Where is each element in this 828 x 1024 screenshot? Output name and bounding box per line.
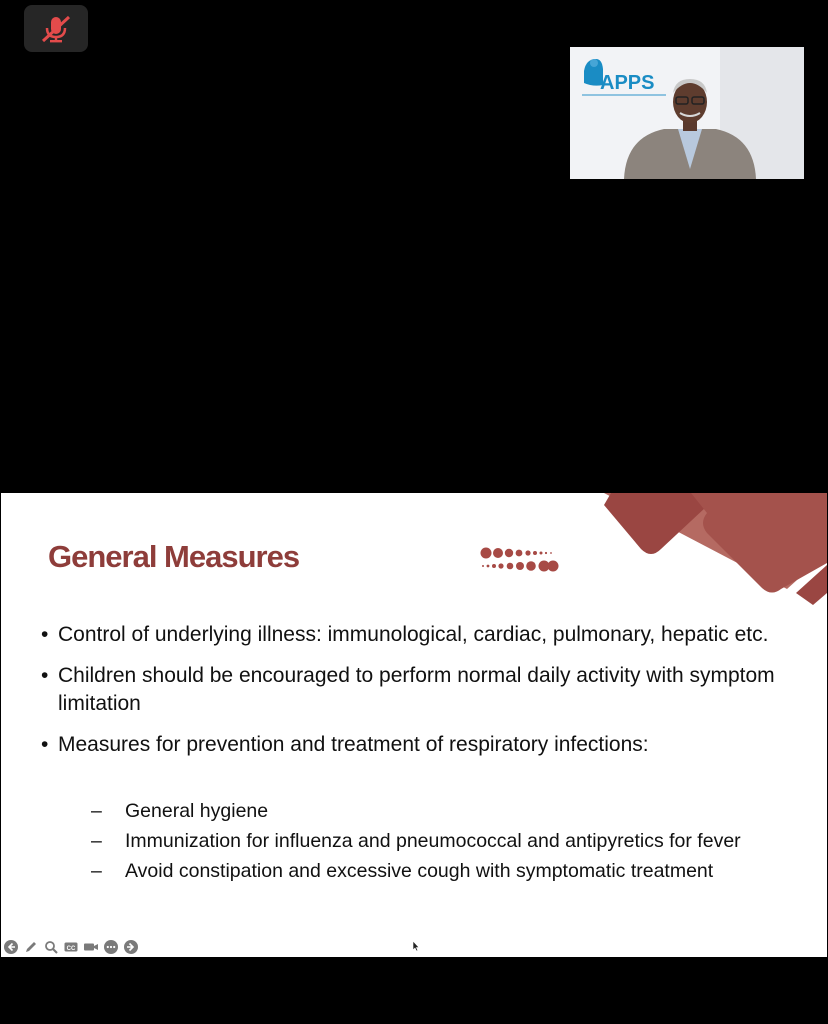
sub-bullet-item: – General hygiene: [91, 798, 801, 824]
slide-title: General Measures: [48, 539, 300, 574]
svg-text:CC: CC: [66, 946, 76, 952]
presentation-slide: [1, 493, 827, 957]
slide-bullet-list: [41, 621, 801, 772]
bullet-item: • Children should be encouraged to perform normal daily activity with symptom limitation: [41, 662, 801, 718]
sub-bullet-item: – Avoid constipation and excessive cough with symptomatic treatment: [91, 858, 801, 884]
next-arrow-icon[interactable]: [123, 939, 139, 955]
camera-icon[interactable]: [83, 939, 99, 955]
slide-sub-bullet-list: [91, 798, 801, 888]
zoom-icon[interactable]: [43, 939, 59, 955]
more-icon[interactable]: [103, 939, 119, 955]
previous-arrow-icon[interactable]: [3, 939, 19, 955]
bullet-item: • Measures for prevention and treatment of respiratory infections:: [41, 731, 801, 759]
decorative-dots: [479, 546, 561, 576]
participant-video-feed: [570, 47, 804, 179]
slideshow-toolbar: [3, 938, 139, 956]
pen-icon[interactable]: [23, 939, 39, 955]
mute-button[interactable]: [24, 5, 88, 52]
microphone-muted-icon: [38, 13, 74, 45]
participant-video-tile[interactable]: [570, 47, 804, 179]
sub-bullet-item: – Immunization for influenza and pneumococcal and antipyretics for fever: [91, 828, 801, 854]
mouse-cursor-icon: [412, 940, 420, 952]
captions-icon[interactable]: [63, 939, 79, 955]
bullet-item: • Control of underlying illness: immunological, cardiac, pulmonary, hepatic etc.: [41, 621, 801, 649]
logo-text: APPS: [600, 72, 655, 94]
